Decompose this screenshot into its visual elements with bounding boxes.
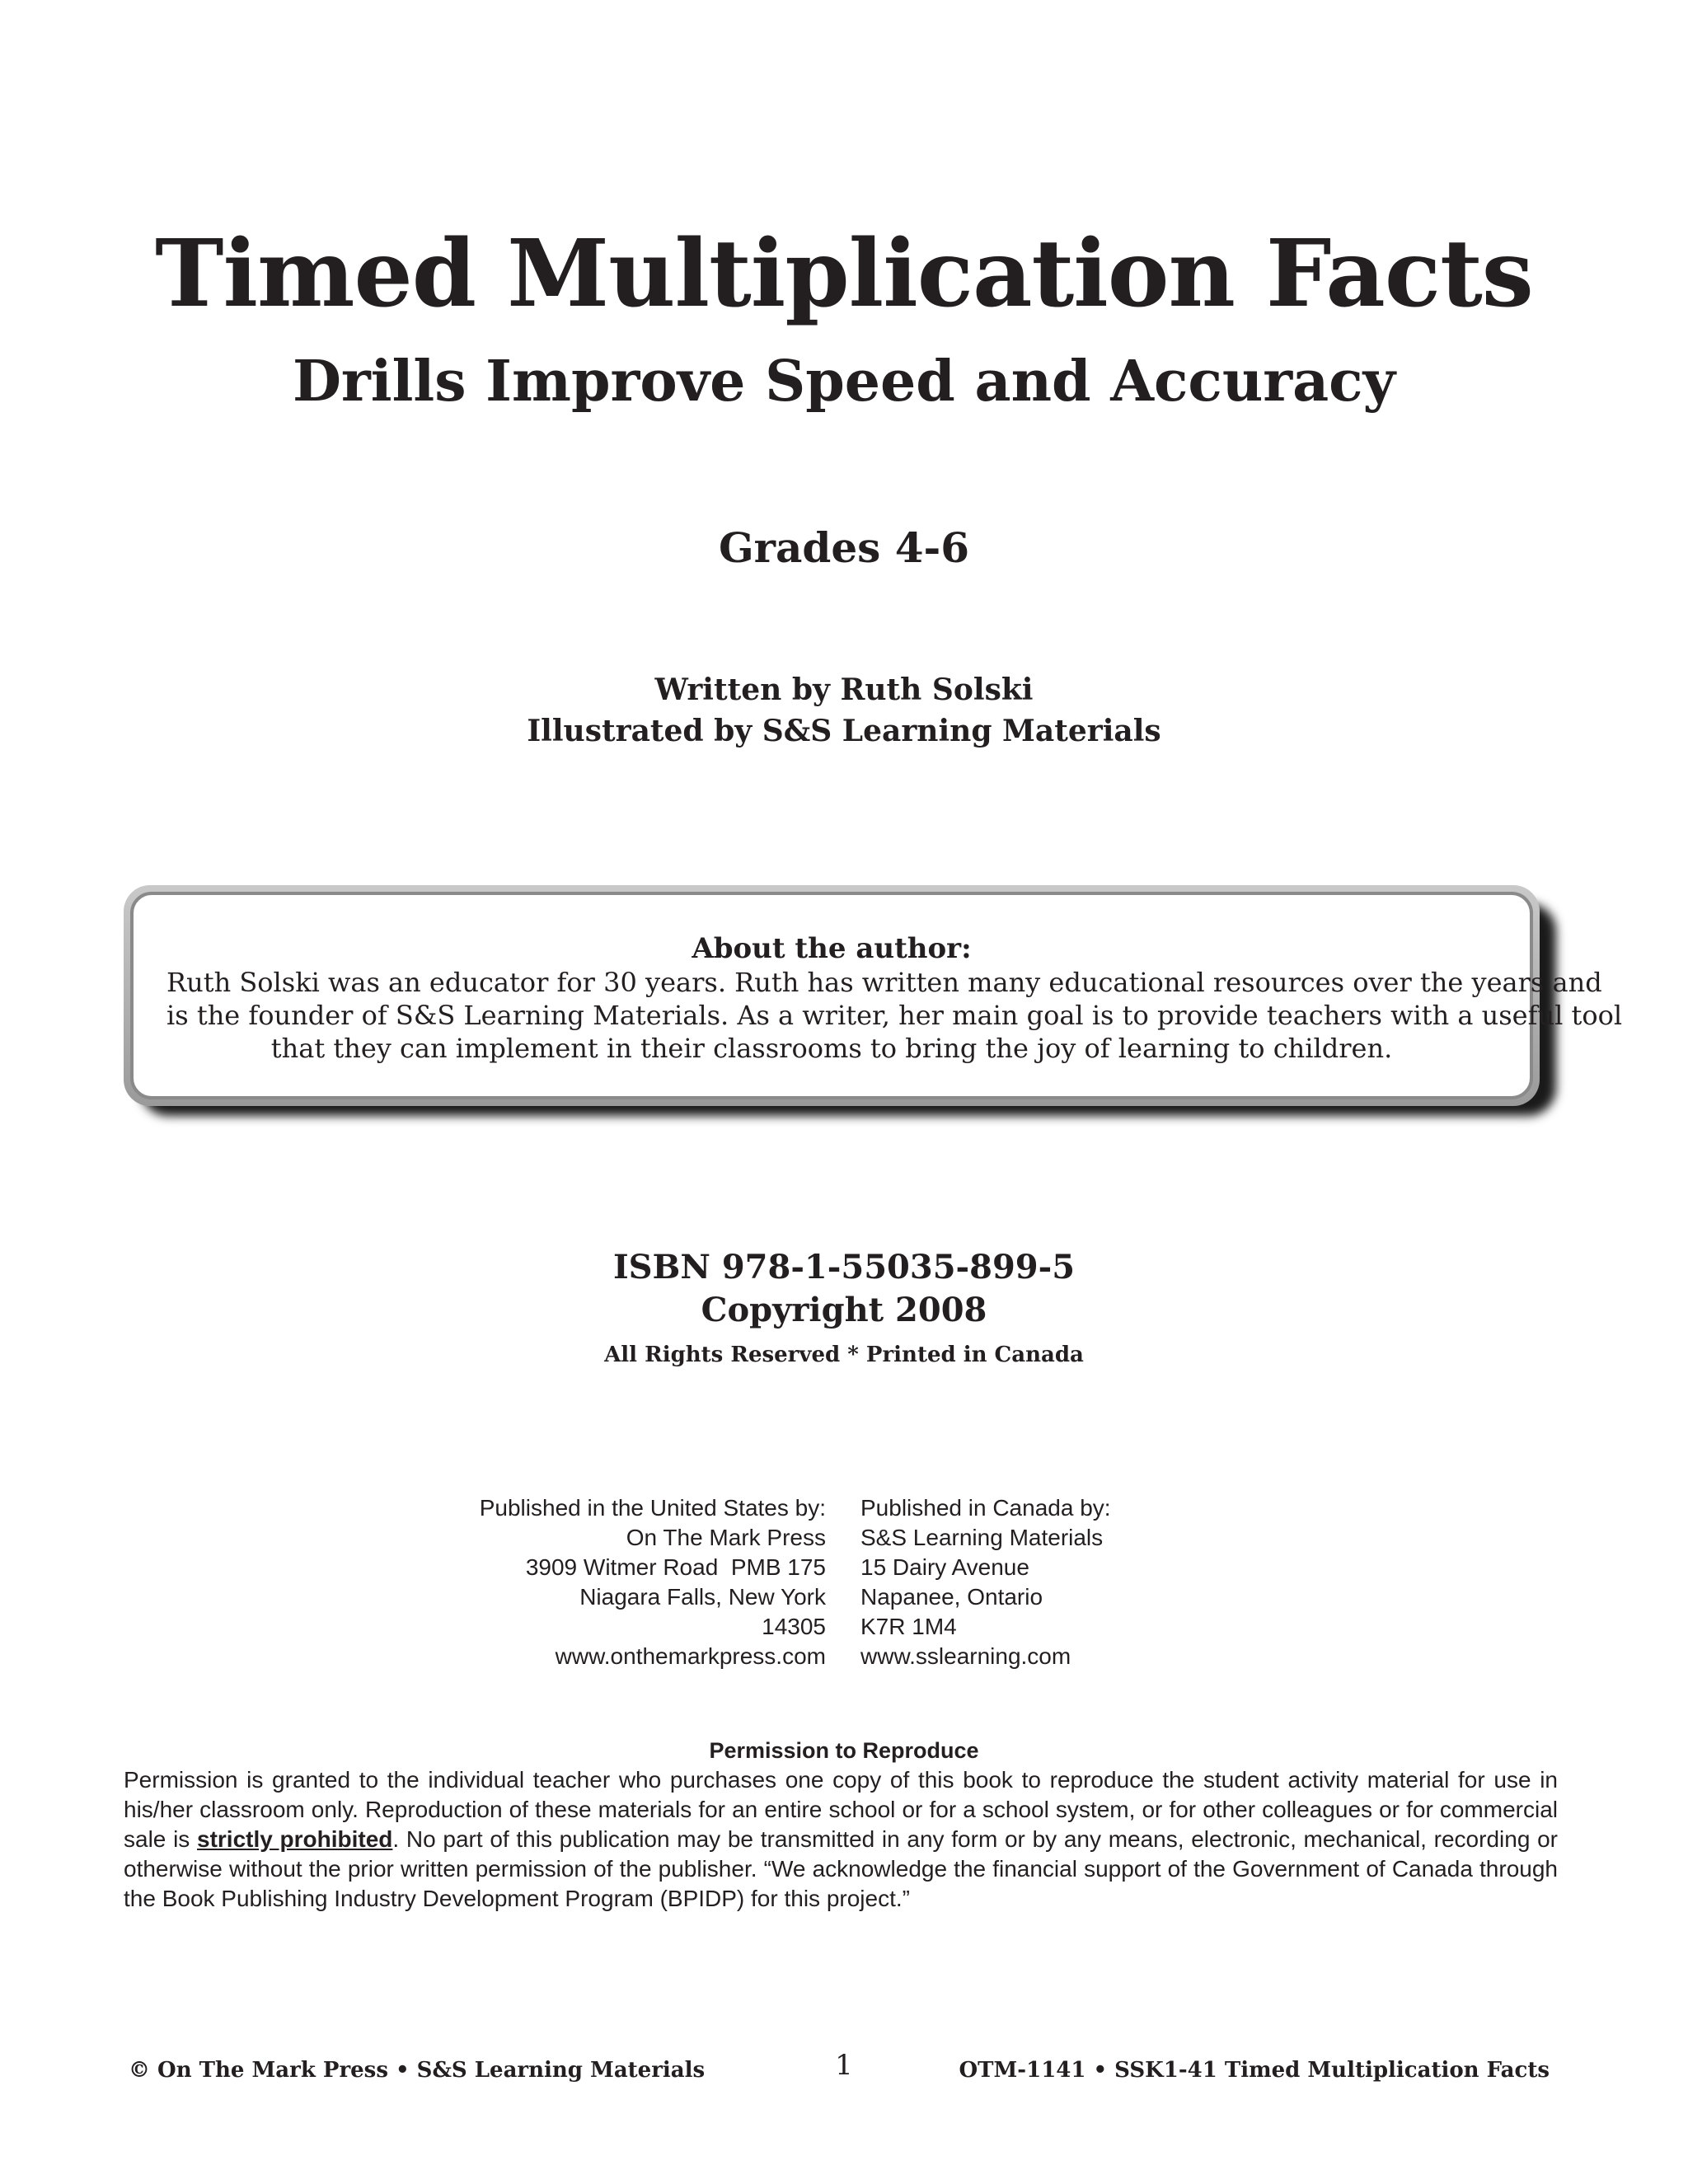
publisher-us-website: www.onthemarkpress.com <box>555 1643 826 1669</box>
about-author-heading: About the author: <box>692 932 972 965</box>
book-title: Timed Multiplication Facts <box>155 220 1533 328</box>
publisher-us-block <box>480 1493 826 1671</box>
illustrator-credit: Illustrated by S&S Learning Materials <box>527 714 1161 748</box>
publisher-us-street: 3909 Witmer Road PMB 175 <box>525 1554 826 1580</box>
publisher-us-zip: 14305 <box>762 1614 826 1639</box>
publisher-us-city: Niagara Falls, New York <box>579 1584 826 1610</box>
publisher-ca-street: 15 Dairy Avenue <box>860 1554 1029 1580</box>
about-author-box-inner <box>130 892 1623 1099</box>
publisher-ca-block <box>860 1493 1111 1671</box>
about-author-text <box>166 966 1623 1065</box>
footer-book-code: OTM-1141 • SSK1-41 Timed Multiplication Facts <box>959 2058 1550 2083</box>
about-author-line: that they can implement in their classrooms to bring the joy of learning to children. <box>270 1033 1393 1064</box>
publisher-us-label: Published in the United States by: <box>479 1495 826 1521</box>
permission-text <box>124 1765 1558 1914</box>
about-author-line: is the founder of S&S Learning Materials. As a writer, her main goal is to provide teachers with a useful tool <box>166 1000 1623 1031</box>
page-number: 1 <box>835 2049 853 2082</box>
publisher-ca-name: S&S Learning Materials <box>860 1525 1104 1550</box>
publisher-us-name: On The Mark Press <box>626 1525 826 1550</box>
permission-text-part: . No part of this publication may be transmitted in any form or by any means, electronic, mechanical, recording or otherwise without the prior written permission of the publisher. “We acknowledge the financial support of the Government of Canada through the Book Publishing Industry Development Program (BPIDP) for this project.” <box>124 1826 1558 1911</box>
publisher-ca-postal: K7R 1M4 <box>860 1614 957 1639</box>
publisher-ca-city: Napanee, Ontario <box>860 1584 1043 1610</box>
publisher-ca-website: www.sslearning.com <box>860 1643 1071 1669</box>
permission-emphasis: strictly prohibited <box>197 1826 393 1852</box>
isbn-number: ISBN 978-1-55035-899-5 <box>612 1248 1076 1286</box>
about-author-line: Ruth Solski was an educator for 30 years. Ruth has written many educational resources over the years and <box>166 967 1602 998</box>
rights-statement: All Rights Reserved * Printed in Canada <box>604 1343 1084 1367</box>
credits-block <box>0 669 1688 752</box>
isbn-copyright-block <box>0 1246 1688 1332</box>
publisher-ca-label: Published in Canada by: <box>860 1495 1111 1521</box>
footer-publisher: © On The Mark Press • S&S Learning Materials <box>129 2058 706 2083</box>
book-subtitle: Drills Improve Speed and Accuracy <box>292 349 1396 415</box>
permission-heading: Permission to Reproduce <box>709 1738 979 1763</box>
about-author-box <box>124 885 1623 1106</box>
grade-level: Grades 4-6 <box>718 523 970 572</box>
copyright-year: Copyright 2008 <box>701 1291 987 1329</box>
author-credit: Written by Ruth Solski <box>654 673 1034 707</box>
permission-text-part: Permission is granted to the individual teacher who purchases one copy of this book to reproduce the student activity material for use in his/her classroom only. Reproduction of these materials for an entire school or for a school system, or for other colleagues or for commercial sale is <box>124 1767 1558 1852</box>
